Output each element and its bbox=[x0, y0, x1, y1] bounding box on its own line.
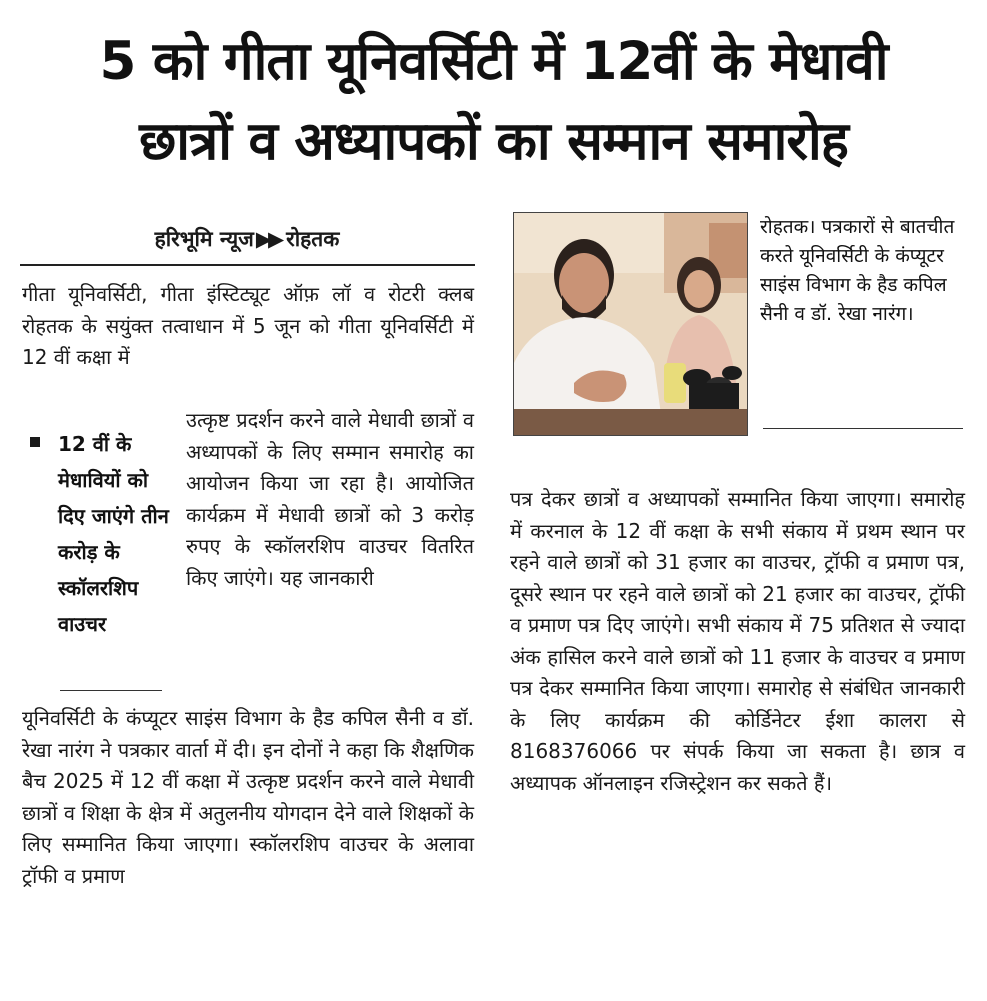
pullquote-divider bbox=[60, 690, 162, 691]
headline-line-1: 5 को गीता यूनिवर्सिटी में 12वीं के मेधावी bbox=[99, 31, 888, 92]
pullquote-text: 12 वीं के मेधावियों को दिए जाएंगे तीन करोड़ के स्कॉलरशिप वाउचर bbox=[58, 432, 169, 636]
article-right-column: पत्र देकर छात्रों व अध्यापकों सम्मानित किया जाएगा। समारोह में करनाल के 12 वीं कक्षा के सभी संकाय में प्रथम स्थान पर रहने वाले छात्रों को 31 हजार का वाउचर, ट्रॉफी व प्रमाण पत्र, दूसरे स्थान पर रहने वाले छात्रों को 21 हजार का वाउचर, ट्रॉफी व प्रमाण पत्र दिए जाएंगे। सभी संकाय में 75 प्रतिशत से ज्यादा अंक हासिल करने वाले छात्रों को 11 हजार के वाउचर व प्रमाण पत्र देकर सम्मानित किया जाएगा। समारोह से संबंधित जानकारी के लिए कार्यक्रम की कोर्डिनेटर ईशा कालरा से 8168376066 पर संपर्क किया जा सकता है। छात्र व अध्यापक ऑनलाइन रजिस्ट्रेशन कर सकते हैं। bbox=[510, 487, 965, 795]
article-left-bottom: यूनिवर्सिटी के कंप्यूटर साइंस विभाग के हैड कपिल सैनी व डॉ. रेखा नारंग ने पत्रकार वार्ता में दी। इन दोनों ने कहा कि शैक्षणिक बैच 2025 में 12 वीं कक्षा में उत्कृष्ट प्रदर्शन करने वाले मेधावी छात्रों व शिक्षा के क्षेत्र में अतुलनीय योगदान देने वाले शिक्षकों के लिए सम्मानित किया जाएगा। स्कॉलरशिप वाउचर के अलावा ट्रॉफी व प्रमाण bbox=[22, 706, 474, 888]
caption-divider bbox=[763, 428, 963, 429]
byline-city: रोहतक bbox=[286, 227, 340, 251]
headline bbox=[20, 22, 967, 182]
byline-divider bbox=[20, 264, 475, 266]
square-bullet-icon bbox=[30, 437, 40, 447]
byline-source: हरिभूमि न्यूज bbox=[154, 227, 254, 251]
photo-caption: रोहतक। पत्रकारों से बातचीत करते यूनिवर्सिटी के कंप्यूटर साइंस विभाग के हैड कपिल सैनी व डॉ. रेखा नारंग। bbox=[760, 216, 955, 325]
article-intro: गीता यूनिवर्सिटी, गीता इंस्टिट्यूट ऑफ़ लॉ व रोटरी क्लब रोहतक के सयुंक्त तत्वाधान में 5 जून को गीता यूनिवर्सिटी में 12 वीं कक्षा में bbox=[22, 282, 474, 369]
byline bbox=[22, 224, 472, 254]
byline-arrows-icon: ▶▶ bbox=[255, 227, 281, 251]
article-narrow-column: उत्कृष्ट प्रदर्शन करने वाले मेधावी छात्रों व अध्यापकों के लिए सम्मान समारोह का आयोजन किया जा रहा है। आयोजित कार्यक्रम में मेधावी छात्रों को 3 करोड़ रुपए के स्कॉलरशिप वाउचर वितरित किए जाएंगे। यह जानकारी bbox=[186, 408, 474, 590]
press-conference-photo bbox=[513, 212, 748, 436]
headline-line-2: छात्रों व अध्यापकों का सम्मान समारोह bbox=[139, 111, 848, 172]
